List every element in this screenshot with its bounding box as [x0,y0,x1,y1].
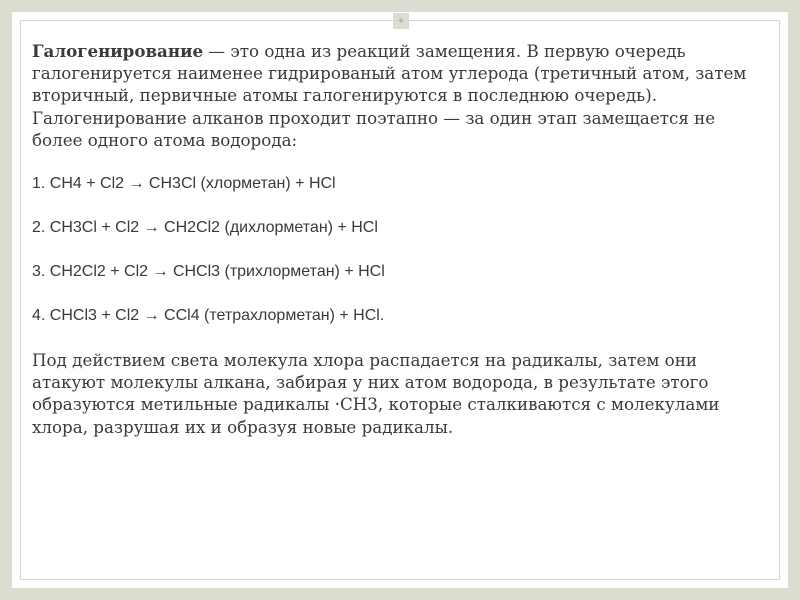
content-panel [12,12,788,588]
ornament-glyph: ✦ [396,16,406,27]
outro-paragraph: Под действием света молекула хлора распадается на радикалы, затем они атакуют молекулы алкана, забирая у них атом водорода, в результате этого образуются метильные радикалы ·СН3, которые сталкиваются с молекулами хлора, разрушая их и образуя новые радикалы. [32,350,720,437]
intro-paragraph [32,40,768,151]
ornament-icon [393,13,409,29]
reaction-line-1: 1. CH4 + Cl2 → CH3Cl (хлорметан) + HCl [32,175,336,193]
slide-content [32,40,768,438]
intro-text: — это одна из реакций замещения. В первую очередь галогенируется наименее гидрированый атом углерода (третичный атом, затем вторичный, первичные атомы галогенируются в последнюю очередь). Галогенирование алканов проходит поэтапно — за один этап замещается не более одного атома водорода: [32,41,747,150]
reaction-line-4: 4. CHCl3 + Cl2 → CCl4 (тетрахлорметан) + HCl. [32,307,385,325]
intro-term: Галогенирование [32,41,204,61]
reaction-line-3: 3. CH2Cl2 + Cl2 → CHCl3 (трихлорметан) + HCl [32,263,385,281]
reaction-line-2: 2. CH3Cl + Cl2 → CH2Cl2 (дихлорметан) + HCl [32,219,378,237]
